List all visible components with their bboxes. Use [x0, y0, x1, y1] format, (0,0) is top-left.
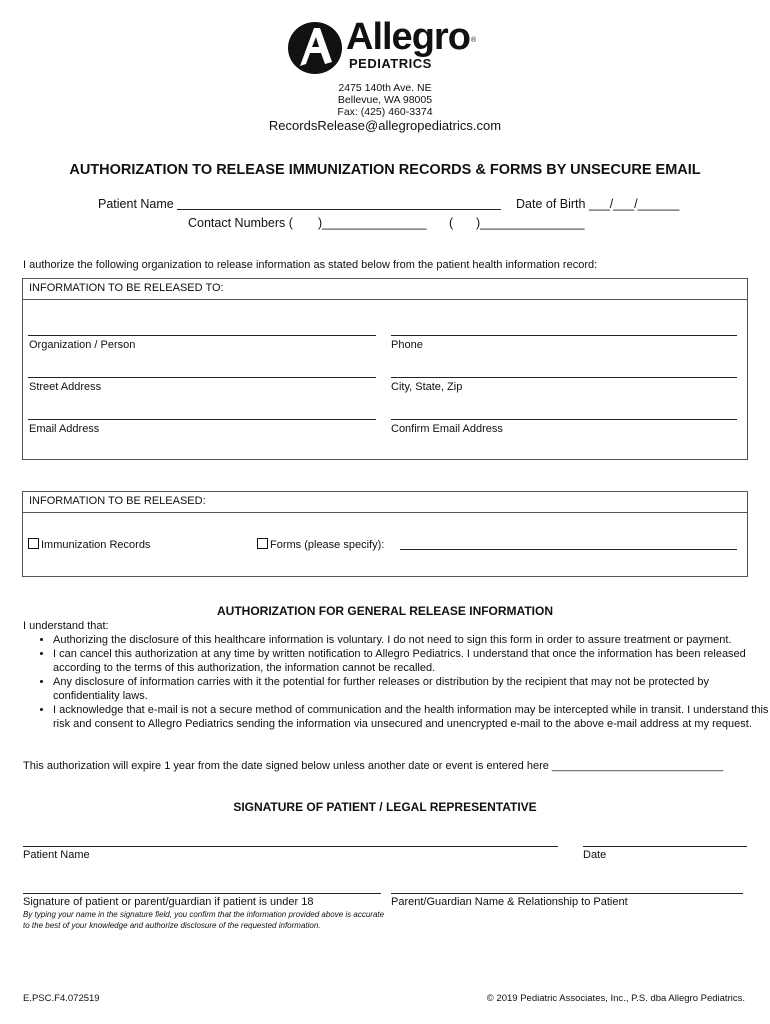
immunization-checkbox[interactable] [28, 538, 39, 549]
confirm-email-label: Confirm Email Address [391, 423, 503, 435]
contact-number-2-field[interactable]: )_______________ [476, 216, 585, 230]
records-email: RecordsRelease@allegropediatrics.com [268, 118, 502, 133]
signature-date-label: Date [583, 849, 607, 861]
guardian-name-label: Parent/Guardian Name & Relationship to Patient [391, 896, 628, 908]
signature-date-field[interactable] [583, 846, 747, 847]
forms-specify-field[interactable] [400, 549, 737, 550]
list-item: • Authorizing the disclosure of this healthcare information is voluntary. I do not need to sign this form in order to assure treatment or payment. [53, 633, 769, 647]
released-info-header: INFORMATION TO BE RELEASED: [23, 492, 747, 513]
released-info-box [22, 491, 748, 577]
immunization-records-option[interactable] [28, 538, 150, 551]
street-address-field[interactable] [28, 377, 376, 378]
form-code: E.PSC.F4.072519 [23, 993, 100, 1004]
address-line-1: 2475 140th Ave. NE [338, 82, 432, 94]
organization-field[interactable] [28, 335, 376, 336]
copyright: © 2019 Pediatric Associates, Inc., P.S. dba Allegro Pediatrics. [486, 993, 745, 1004]
list-item: • I acknowledge that e-mail is not a secure method of communication and the health information may be intercepted while in transit. I understand this risk and consent to Allegro Pediatrics sending the information via unsecured and unencrypted e-mail to the above e-mail address at my request. [53, 703, 769, 731]
organization-label: Organization / Person [29, 339, 136, 351]
signature-section-title: SIGNATURE OF PATIENT / LEGAL REPRESENTATIVE [233, 800, 537, 814]
confirm-email-field[interactable] [391, 419, 737, 420]
allegro-logo-icon [288, 22, 344, 74]
authorize-statement: I authorize the following organization to release information as stated below from the patient health information record: [23, 259, 598, 271]
street-address-label: Street Address [29, 381, 102, 393]
city-state-zip-field[interactable] [391, 377, 737, 378]
logo-subtitle: PEDIATRICS [349, 56, 432, 71]
email-address-label: Email Address [29, 423, 100, 435]
clinic-address [0, 82, 770, 118]
logo-registered-mark: ® [471, 37, 477, 44]
understand-intro: I understand that: [23, 620, 109, 632]
address-line-2: Bellevue, WA 98005 [337, 94, 433, 106]
forms-option[interactable] [257, 538, 384, 551]
contact-numbers-label: Contact Numbers ( [188, 216, 293, 230]
signature-disclaimer: By typing your name in the signature field, you confirm that the information provided above is accurate to the best of your knowledge and authorize disclosure of the requested information. [23, 910, 385, 930]
general-release-title: AUTHORIZATION FOR GENERAL RELEASE INFORMATION [217, 604, 553, 618]
guardian-name-field[interactable] [391, 893, 743, 894]
patient-name-field[interactable] [177, 209, 501, 210]
contact-number-1-field[interactable]: )_______________ [318, 216, 427, 230]
understanding-list [23, 633, 769, 731]
forms-checkbox[interactable] [257, 538, 268, 549]
date-of-birth-field[interactable]: Date of Birth ___/___/______ [516, 197, 680, 211]
release-to-box [22, 278, 748, 460]
allegro-logo [288, 16, 488, 74]
patient-name-signature-field[interactable] [23, 846, 558, 847]
form-title: AUTHORIZATION TO RELEASE IMMUNIZATION RECORDS & FORMS BY UNSECURE EMAIL [69, 162, 701, 178]
contact-number-2-open: ( [449, 216, 454, 230]
signature-label: Signature of patient or parent/guardian if patient is under 18 [23, 896, 314, 908]
release-to-header: INFORMATION TO BE RELEASED TO: [23, 279, 747, 300]
phone-label: Phone [391, 339, 423, 351]
fax-number: Fax: (425) 460-3374 [337, 106, 433, 118]
phone-field[interactable] [391, 335, 737, 336]
logo-wordmark: Allegro [346, 16, 470, 58]
immunization-label: Immunization Records [41, 539, 151, 551]
city-state-zip-label: City, State, Zip [391, 381, 463, 393]
signature-patient-name-label: Patient Name [23, 849, 90, 861]
forms-label: Forms (please specify): [270, 539, 385, 551]
email-address-field[interactable] [28, 419, 376, 420]
patient-name-label: Patient Name [98, 197, 174, 211]
list-item: • I can cancel this authorization at any time by written notification to Allegro Pediatrics. I understand that once the information has been released according to the terms of this authorization, the information cannot be recalled. [53, 647, 769, 675]
expiration-statement[interactable]: This authorization will expire 1 year from the date signed below unless another date or event is entered here ____________________________ [23, 760, 724, 772]
signature-field[interactable] [23, 893, 381, 894]
list-item: • Any disclosure of information carries with it the potential for further releases or distribution by the recipient that may not be protected by confidentiality laws. [53, 675, 769, 703]
